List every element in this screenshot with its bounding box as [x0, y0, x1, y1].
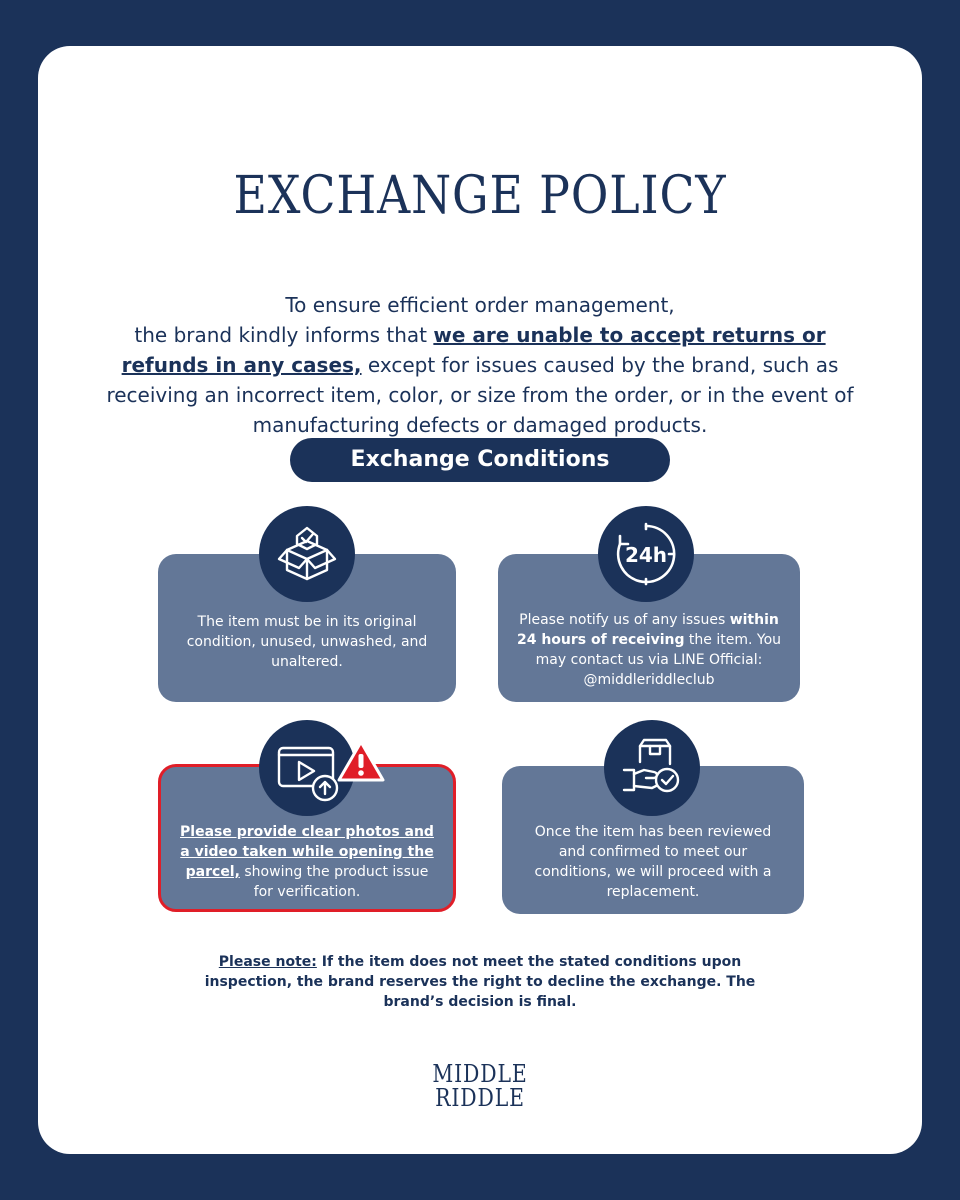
note-label: Please note:: [218, 954, 317, 970]
intro-rest: except for issues caused by the brand, such as receiving an incorrect item, color, or size from the order, or in the event of manufacturing defects or damaged products.: [106, 353, 854, 437]
condition-text: [179, 822, 435, 902]
hand-package-check-icon: [604, 720, 700, 816]
box-check-icon: [259, 506, 355, 602]
page-title: EXCHANGE POLICY: [233, 166, 727, 226]
condition-text-bold: within 24 hours of receiving: [516, 612, 779, 648]
logo-line-2: RIDDLE: [435, 1084, 525, 1112]
intro-line-1: To ensure efficient order management,: [285, 293, 675, 317]
24h-clock-icon: [598, 506, 694, 602]
policy-card: [38, 46, 922, 1154]
condition-text-part: the item. You may contact us via LINE Official: @middleriddleclub: [535, 632, 782, 688]
condition-text: Once the item has been reviewed and confirmed to meet our conditions, we will proceed with a replacement.: [534, 824, 772, 900]
condition-text: The item must be in its original condition, unused, unwashed, and unaltered.: [186, 614, 428, 670]
condition-text-part: showing the product issue for verification.: [239, 864, 429, 900]
note-text: If the item does not meet the stated conditions upon inspection, the brand reserves the right to decline the exchange. The brand’s decision is final.: [204, 954, 756, 1010]
intro-line-2: the brand kindly informs that: [134, 323, 434, 347]
exchange-conditions-heading: Exchange Conditions: [290, 438, 670, 482]
intro-paragraph: [98, 290, 862, 440]
intro-emphasis: we are unable to accept returns or refunds in any cases,: [121, 323, 826, 377]
condition-text-underlined: Please provide clear photos and a video taken while opening the parcel,: [180, 824, 434, 880]
24h-label: 24h: [624, 543, 668, 567]
logo-line-1: MIDDLE: [432, 1060, 528, 1088]
brand-logo: [418, 1062, 542, 1110]
condition-text-part: Please notify us of any issues: [519, 612, 730, 628]
warning-icon: [336, 739, 386, 783]
please-note: [198, 952, 762, 1012]
condition-text: [516, 610, 782, 690]
